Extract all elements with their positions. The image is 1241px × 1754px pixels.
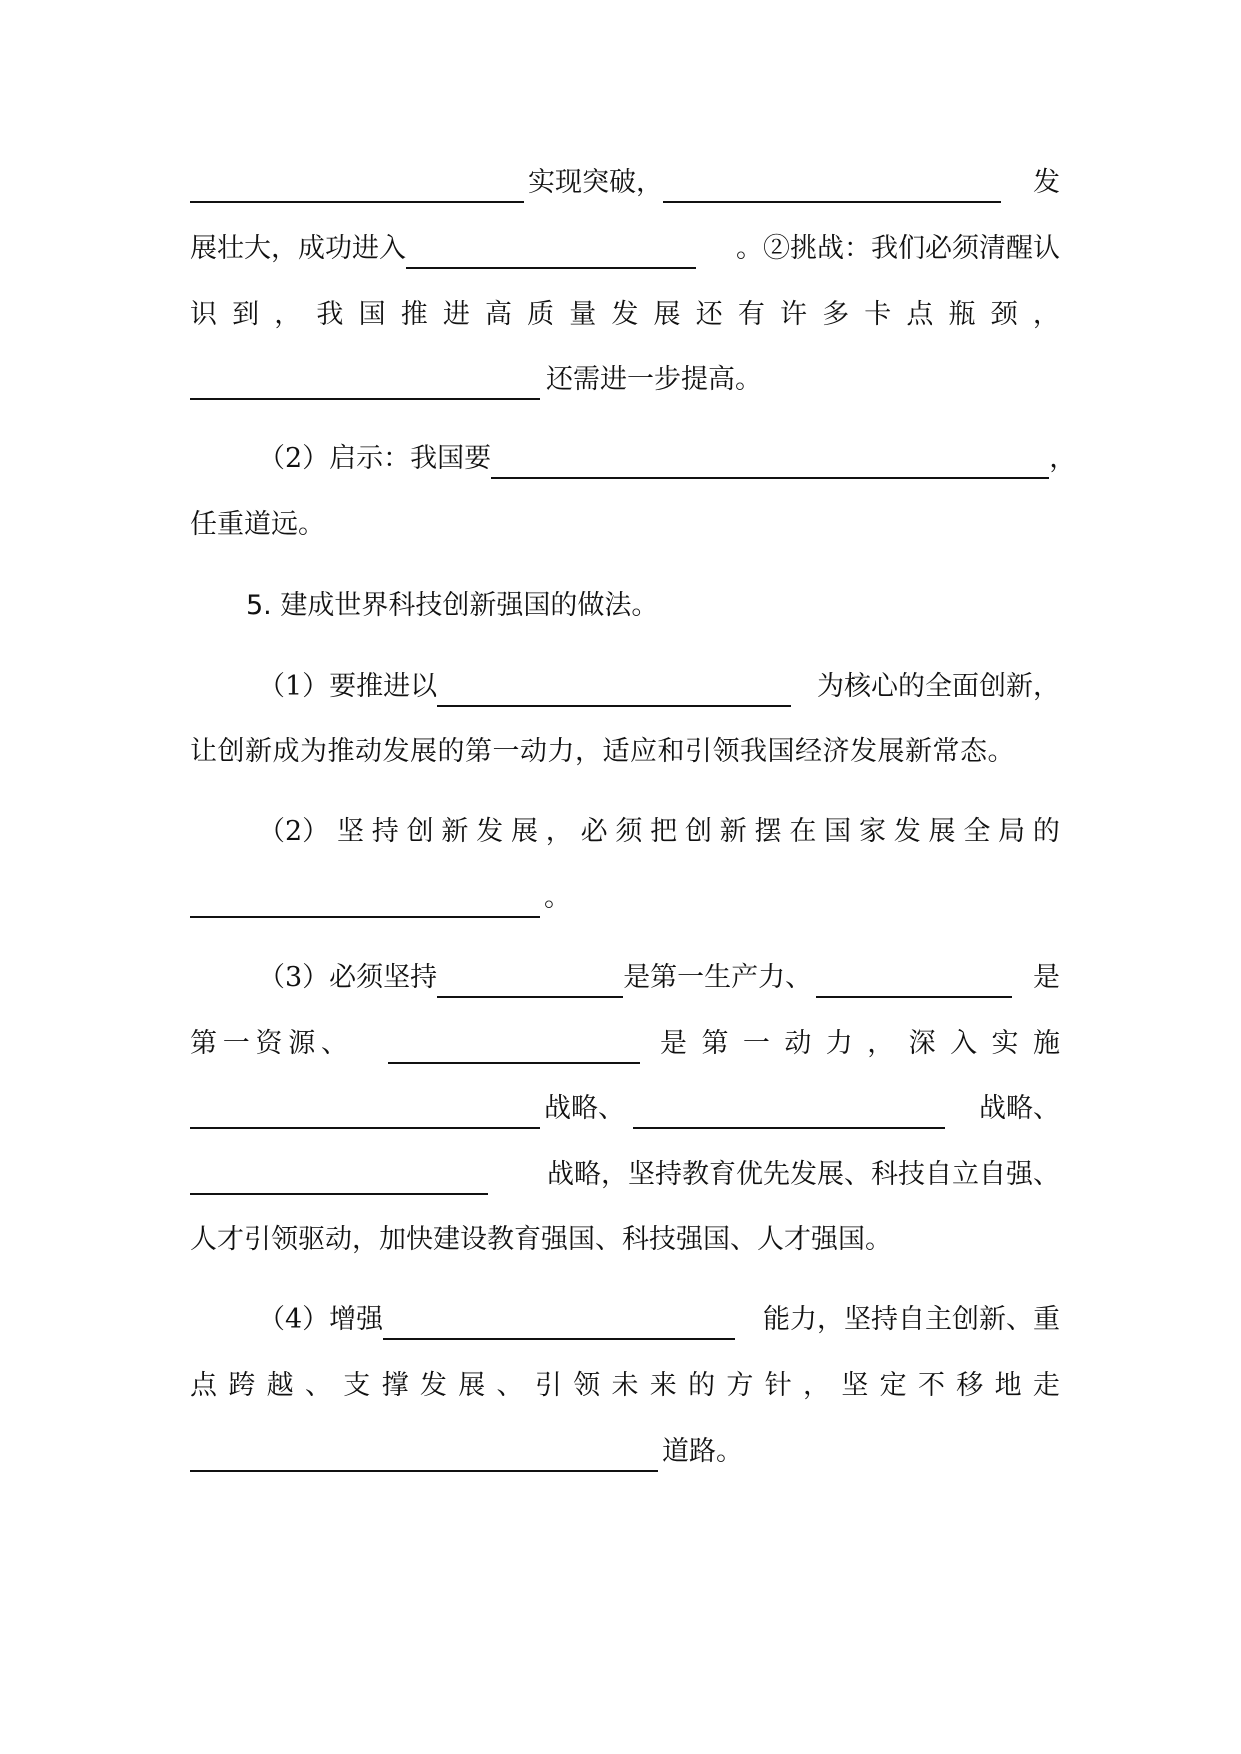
line-13b-char: 一	[742, 1028, 770, 1059]
text-line-4	[190, 360, 1060, 400]
line-5-text-a: （2）启示：我国要	[258, 443, 492, 474]
line-13a-char: 资	[255, 1028, 283, 1059]
text-line-10	[258, 812, 1060, 852]
line-3-char: 颈	[990, 299, 1018, 330]
text-line-1	[190, 163, 1060, 203]
fill-blank-11[interactable]	[190, 1099, 540, 1129]
line-3-char: 许	[779, 299, 807, 330]
line-13b-char: 深	[908, 1028, 936, 1059]
fill-blank-13[interactable]	[190, 1165, 488, 1195]
text-line-6	[190, 505, 1060, 545]
line-3-char: 质	[527, 299, 555, 330]
fill-blank-3[interactable]	[406, 239, 696, 269]
line-3-char: 高	[484, 299, 512, 330]
line-1-text-b: 发	[1033, 167, 1060, 198]
line-14-text-a: 战略、	[544, 1093, 625, 1124]
text-line-19	[190, 1432, 1060, 1472]
line-18-char: 展	[458, 1370, 486, 1401]
line-3-char: 到	[232, 299, 260, 330]
line-10-char: 发	[476, 816, 504, 847]
line-6-text: 任重道远。	[190, 509, 325, 540]
line-3-char: 还	[695, 299, 723, 330]
line-10-char: 展	[510, 816, 538, 847]
text-line-5	[190, 439, 1077, 479]
line-3-char: 进	[442, 299, 470, 330]
line-1-text-a: 实现突破，	[528, 167, 663, 198]
line-3-char: 推	[400, 299, 428, 330]
text-line-12	[190, 958, 1060, 998]
line-18-char: 点	[190, 1370, 217, 1401]
line-3-char: 有	[737, 299, 765, 330]
line-18-char: ，	[803, 1370, 830, 1401]
line-3-char: ，	[274, 299, 302, 330]
line-10-char: 全	[963, 816, 991, 847]
line-18-char: 不	[917, 1370, 945, 1401]
line-10-char: 必	[580, 816, 608, 847]
line-10-char: 坚	[336, 816, 364, 847]
line-10-char: 发	[893, 816, 921, 847]
line-12-text-b: 是第一生产力、	[623, 962, 813, 993]
line-10-char: 展	[928, 816, 956, 847]
line-13b-char: 施	[1032, 1028, 1060, 1059]
line-13b-char: 入	[950, 1028, 978, 1059]
line-13a-char: 第	[190, 1028, 217, 1059]
line-9-text: 让创新成为推动发展的第一动力，适应和引领我国经济发展新常态。	[190, 736, 1015, 767]
text-line-2	[190, 229, 1060, 269]
line-13b-char: 力	[825, 1028, 853, 1059]
line-18-char: 越	[266, 1370, 294, 1401]
text-line-8	[190, 667, 1060, 707]
line-18-char: 、	[304, 1370, 332, 1401]
fill-blank-7[interactable]	[190, 888, 540, 918]
text-line-9	[190, 732, 1060, 772]
text-line-14	[190, 1089, 1060, 1129]
line-13a-char: 一	[222, 1028, 250, 1059]
text-line-3	[190, 295, 1060, 335]
line-17-text-b: 能力，坚持自主创新、重	[763, 1304, 1060, 1335]
line-10-char: 的	[1032, 816, 1060, 847]
line-3-char: 我	[316, 299, 344, 330]
line-13b-char: 第	[701, 1028, 729, 1059]
line-3-char: 识	[190, 299, 217, 330]
fill-blank-2[interactable]	[663, 173, 1001, 203]
line-18-char: 的	[688, 1370, 716, 1401]
text-line-16	[190, 1220, 1060, 1260]
line-18-char: 未	[611, 1370, 639, 1401]
line-10-char: 创	[406, 816, 434, 847]
section-heading-text: 5. 建成世界科技创新强国的做法。	[246, 590, 659, 621]
fill-blank-6[interactable]	[437, 677, 791, 707]
line-3-char: 卡	[864, 299, 892, 330]
text-line-13	[190, 1024, 1060, 1064]
line-10-char: 新	[441, 816, 469, 847]
fill-blank-8[interactable]	[437, 968, 623, 998]
line-10-char: ，	[545, 816, 573, 847]
line-10-char: 局	[998, 816, 1026, 847]
line-10-char: 持	[371, 816, 399, 847]
line-17-text-a: （4）增强	[258, 1304, 384, 1335]
line-3-char: 点	[906, 299, 934, 330]
line-16-text: 人才引领驱动，加快建设教育强国、科技强国、人才强国。	[190, 1224, 892, 1255]
line-18-char: 来	[649, 1370, 677, 1401]
line-10-char: 国	[824, 816, 852, 847]
text-line-11	[190, 878, 1060, 918]
fill-blank-1[interactable]	[190, 173, 524, 203]
line-2-text-a: 展壮大，成功进入	[190, 233, 406, 264]
fill-blank-10[interactable]	[388, 1034, 640, 1064]
line-3-char: ，	[1032, 299, 1060, 330]
line-10-char: 须	[615, 816, 643, 847]
section-heading	[190, 586, 1060, 626]
line-10-char: 新	[719, 816, 747, 847]
line-13a-char: 、	[321, 1028, 348, 1059]
line-18-char: 撑	[381, 1370, 409, 1401]
line-18-char: 领	[573, 1370, 601, 1401]
line-12-text-a: （3）必须坚持	[258, 962, 438, 993]
line-18-char: 引	[534, 1370, 562, 1401]
line-3-char: 展	[653, 299, 681, 330]
line-18-char: 、	[496, 1370, 524, 1401]
line-18-char: 定	[879, 1370, 907, 1401]
line-18-char: 跨	[228, 1370, 256, 1401]
line-2-text-b: 。②挑战：我们必须清醒认	[736, 233, 1060, 264]
line-15-text: 战略，坚持教育优先发展、科技自立自强、	[547, 1159, 1060, 1190]
line-18-char: 走	[1032, 1370, 1060, 1401]
line-10-char: 创	[684, 816, 712, 847]
fill-blank-5[interactable]	[491, 449, 1049, 479]
text-line-15	[190, 1155, 1060, 1195]
line-5-text-b: ，	[1049, 443, 1077, 474]
line-3-char: 量	[569, 299, 597, 330]
text-line-18	[190, 1366, 1060, 1406]
line-19-text: 道路。	[662, 1436, 743, 1467]
line-3-char: 多	[822, 299, 850, 330]
line-14-text-b: 战略、	[979, 1093, 1060, 1124]
line-13b-char: 实	[991, 1028, 1019, 1059]
line-13-group-a	[190, 1024, 348, 1064]
line-18-char: 移	[956, 1370, 984, 1401]
line-13b-char: 动	[784, 1028, 812, 1059]
line-10-char: （2）	[258, 816, 330, 847]
line-4-text: 还需进一步提高。	[546, 364, 762, 395]
line-18-char: 发	[419, 1370, 447, 1401]
line-8-text-a: （1）要推进以	[258, 671, 438, 702]
line-10-char: 在	[789, 816, 817, 847]
line-18-char: 坚	[841, 1370, 869, 1401]
line-3-char: 国	[358, 299, 386, 330]
line-13b-char: 是	[660, 1028, 687, 1059]
fill-blank-4[interactable]	[190, 370, 540, 400]
text-line-17	[190, 1300, 1060, 1340]
line-11-text: 。	[544, 882, 571, 913]
line-3-char: 瓶	[948, 299, 976, 330]
line-18-char: 方	[726, 1370, 754, 1401]
line-13b-char: ，	[867, 1028, 895, 1059]
line-12-text-c: 是	[1033, 962, 1060, 993]
line-13-group-b	[660, 1024, 1060, 1064]
fill-blank-14[interactable]	[383, 1310, 735, 1340]
fill-blank-15[interactable]	[190, 1442, 658, 1472]
line-8-text-b: 为核心的全面创新，	[817, 671, 1060, 702]
line-10-char: 摆	[754, 816, 782, 847]
line-18-char: 针	[764, 1370, 792, 1401]
fill-blank-12[interactable]	[633, 1099, 945, 1129]
line-18-char: 地	[994, 1370, 1022, 1401]
line-10-char: 把	[650, 816, 678, 847]
line-13a-char: 源	[288, 1028, 316, 1059]
fill-blank-9[interactable]	[816, 968, 1012, 998]
line-18-char: 支	[343, 1370, 371, 1401]
line-3-char: 发	[611, 299, 639, 330]
line-10-char: 家	[858, 816, 886, 847]
